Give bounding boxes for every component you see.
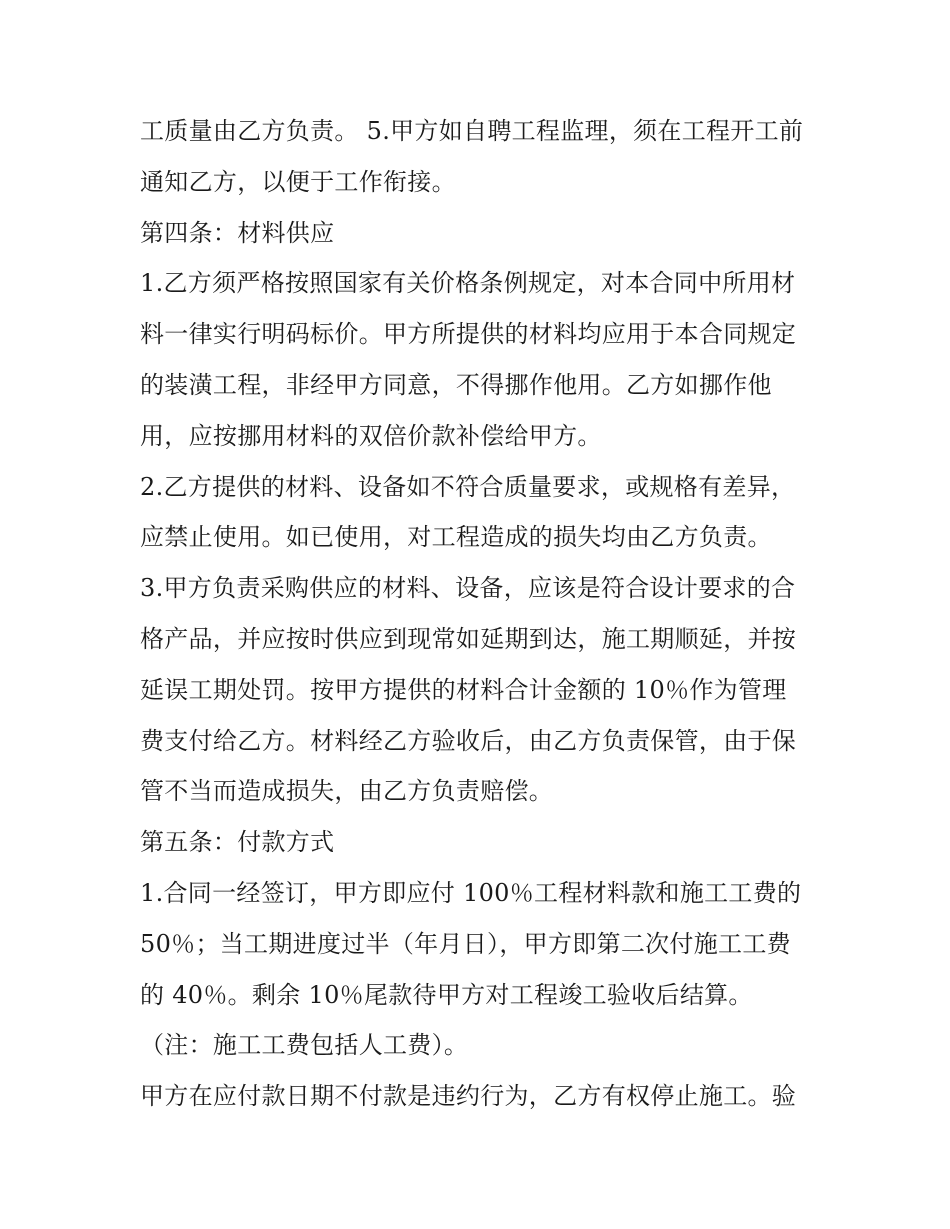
- text-line: 料一律实行明码标价。甲方所提供的材料均应用于本合同规定: [140, 320, 797, 349]
- text-line: 1.乙方须严格按照国家有关价格条例规定，对本合同中所用材: [140, 269, 796, 298]
- text-line: 3.甲方负责采购供应的材料、设备，应该是符合设计要求的合: [140, 574, 796, 603]
- text-line: （注：施工工费包括人工费）。: [140, 1031, 469, 1060]
- text-line: 工质量由乙方负责。 5.甲方如自聘工程监理，须在工程开工前: [140, 117, 804, 145]
- text-line: 50％；当工期进度过半（年月日），甲方即第二次付施工工费: [140, 929, 791, 958]
- text-line: 应禁止使用。如已使用，对工程造成的损失均由乙方负责。: [140, 523, 772, 552]
- text-line: 甲方在应付款日期不付款是违约行为，乙方有权停止施工。验: [140, 1082, 797, 1111]
- section-heading: 第四条：材料供应: [140, 218, 335, 247]
- document-body: [140, 106, 820, 1122]
- text-line: 通知乙方，以便于工作衔接。: [140, 167, 456, 196]
- text-line: 的装潢工程，非经甲方同意，不得挪作他用。乙方如挪作他: [140, 370, 772, 399]
- text-line: 1.合同一经签订，甲方即应付 100％工程材料款和施工工费的: [140, 878, 802, 907]
- text-line: 的 40％。剩余 10％尾款待甲方对工程竣工验收后结算。: [140, 980, 753, 1009]
- text-line: 2.乙方提供的材料、设备如不符合质量要求，或规格有差异，: [140, 472, 796, 501]
- text-line: 费支付给乙方。材料经乙方验收后，由乙方负责保管，由于保: [140, 726, 797, 755]
- text-line: 用，应按挪用材料的双倍价款补偿给甲方。: [140, 421, 602, 450]
- text-line: 管不当而造成损失，由乙方负责赔偿。: [140, 777, 554, 806]
- text-line: 格产品，并应按时供应到现常如延期到达，施工期顺延，并按: [140, 624, 797, 653]
- text-line: 延误工期处罚。按甲方提供的材料合计金额的 10％作为管理: [140, 675, 787, 704]
- section-heading: 第五条：付款方式: [140, 828, 335, 857]
